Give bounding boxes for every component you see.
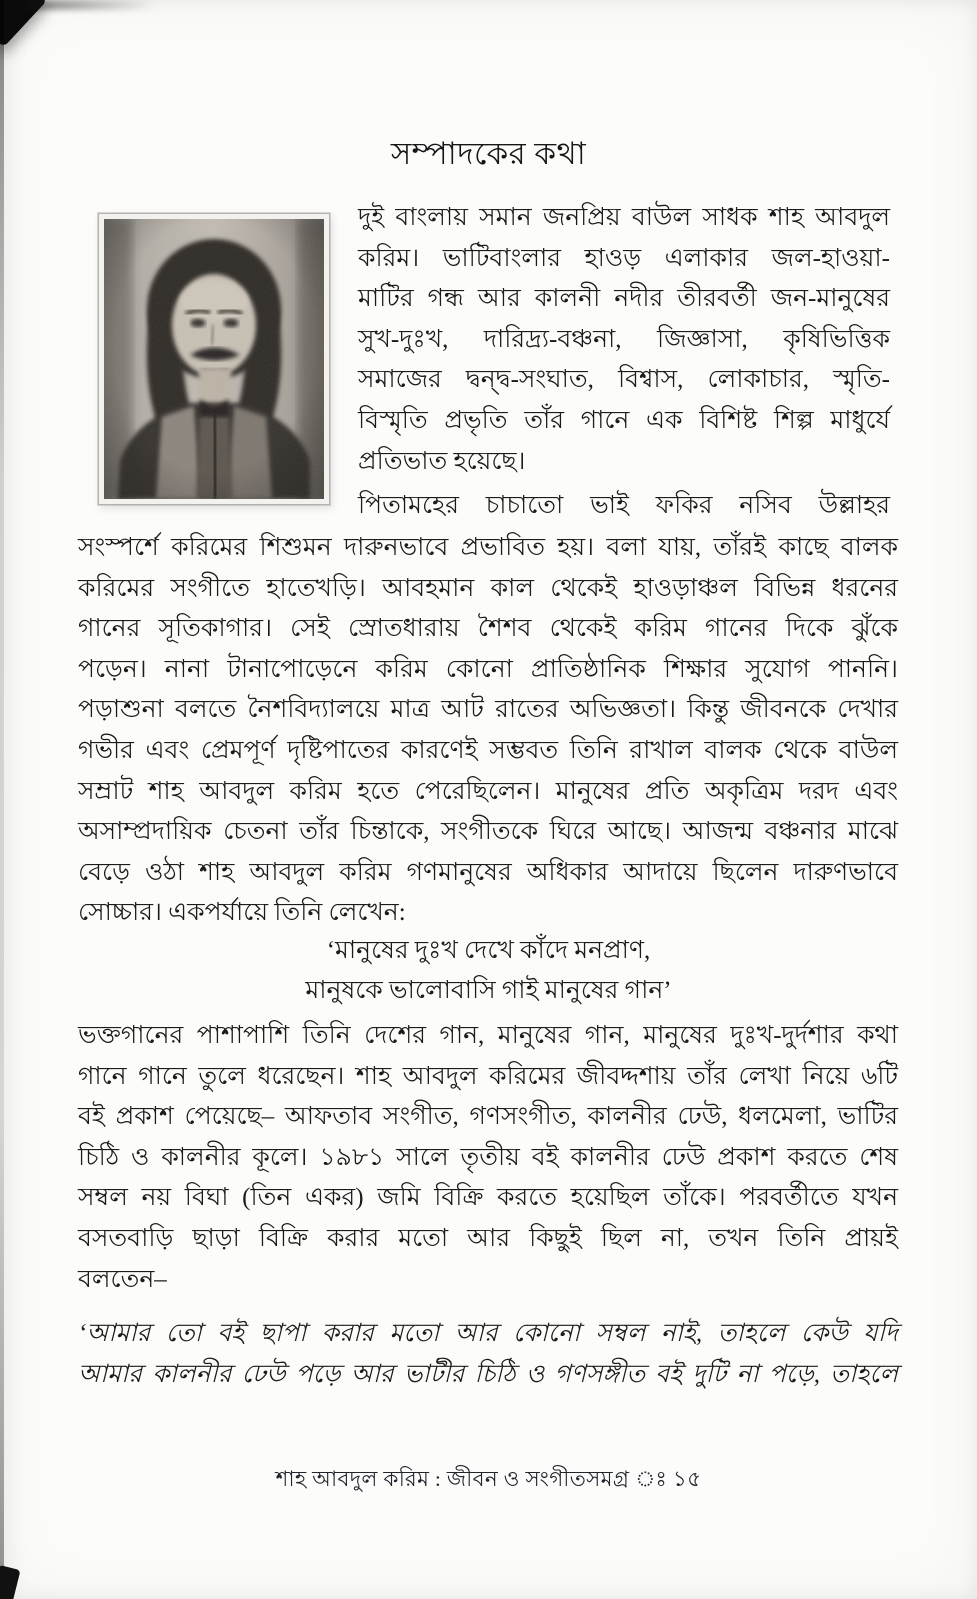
text-line: সম্রাট শাহ আবদুল করিম হতে পেরেছিলেন। মানুষের প্রতি অকৃত্রিম দরদ এবং <box>78 777 898 805</box>
text-line: ‘মানুষের দুঃখ দেখে কাঁদে মনপ্রাণ, <box>326 937 651 964</box>
paragraph-2-lead-line <box>358 486 890 527</box>
text-line: প্রতিভাত হয়েছে। <box>358 447 526 475</box>
text-line: বলতেন– <box>78 1265 167 1293</box>
text-line: মানুষকে ভালোবাসি গাই মানুষের গান’ <box>305 977 672 1004</box>
text-line: গানে গানে তুলে ধরেছেন। শাহ আবদুল করিমের জীবদ্দশায় তাঁর লেখা নিয়ে ৬টি <box>78 1062 898 1090</box>
scan-artifact-left-edge <box>0 0 4 1599</box>
text-line: পড়েন। নানা টানাপোড়েনে করিম কোনো প্রাতিষ্ঠানিক শিক্ষার সুযোগ পাননি। <box>78 655 898 683</box>
scan-artifact-bottom-left <box>0 1565 21 1599</box>
paragraph-3 <box>78 1016 898 1300</box>
portrait-photo <box>98 213 330 505</box>
text-line: করিম। ভাটিবাংলার হাওড় এলাকার জল-হাওয়া- <box>358 244 890 272</box>
text-line: ভক্তগানের পাশাপাশি তিনি দেশের গান, মানুষের গান, মানুষের দুঃখ-দুর্দশার কথা <box>78 1022 898 1049</box>
text-line: অসাম্প্রদায়িক চেতনা তাঁর চিন্তাকে, সংগীতকে ঘিরে আছে। আজন্ম বঞ্চনার মাঝে <box>78 818 898 846</box>
text-line: সোচ্চার। একপর্যায়ে তিনি লেখেন: <box>78 899 406 927</box>
song-quote <box>0 931 977 1011</box>
text-line: ‘আমার তো বই ছাপা করার মতো আর কোনো সম্বল নাই, তাহলে কেউ যদি <box>78 1320 898 1347</box>
text-line: বসতবাড়ি ছাড়া বিক্রি করার মতো আর কিছুই ছিল না, তখন তিনি প্রায়ই <box>78 1224 898 1252</box>
text-line: দুই বাংলায় সমান জনপ্রিয় বাউল সাধক শাহ আবদুল <box>358 204 890 231</box>
text-line: আমার কালনীর ঢেউ পড়ে আর ভাটীর চিঠি ও গণসঙ্গীত বই দুটি না পড়ে, তাহলে <box>78 1360 898 1388</box>
paragraph-4-quote <box>78 1314 898 1395</box>
text-line: সংস্পর্শে করিমের শিশুমন দারুনভাবে প্রভাবিত হয়। বলা যায়, তাঁরই কাছে বালক <box>78 534 898 561</box>
scan-artifact-top-smudge <box>28 0 178 10</box>
text-line: সুখ-দুঃখ, দারিদ্র্য-বঞ্চনা, জিজ্ঞাসা, কৃষিভিত্তিক <box>358 325 890 353</box>
text-line: পিতামহের চাচাতো ভাই ফকির নসিব উল্লাহর <box>358 492 890 519</box>
text-line: গানের সূতিকাগার। সেই স্রোতধারায় শৈশব থেকেই করিম গানের দিকে ঝুঁকে <box>78 615 898 643</box>
text-line: চিঠি ও কালনীর কূলে। ১৯৮১ সালে তৃতীয় বই কালনীর ঢেউ প্রকাশ করতে শেষ <box>78 1143 898 1171</box>
text-line: বই প্রকাশ পেয়েছে– আফতাব সংগীত, গণসংগীত, কালনীর ঢেউ, ধলমেলা, ভাটির <box>78 1103 898 1131</box>
paragraph-2 <box>78 528 898 934</box>
text-line: বেড়ে ওঠা শাহ আবদুল করিম গণমানুষের অধিকার আদায়ে ছিলেন দারুণভাবে <box>78 858 898 886</box>
running-footer: শাহ আবদুল করিম : জীবন ও সংগীতসমগ্র ঃ ১৫ <box>275 1467 702 1491</box>
text-line: গভীর এবং প্রেমপূর্ণ দৃষ্টিপাতের কারণেই সম্ভবত তিনি রাখাল বালক থেকে বাউল <box>78 736 898 764</box>
text-line: বিস্মৃতি প্রভৃতি তাঁর গানে এক বিশিষ্ট শিল্প মাধুর্যে <box>358 406 890 434</box>
text-line: সম্বল নয় বিঘা (তিন একর) জমি বিক্রি করতে হয়েছিল তাঁকে। পরবর্তীতে যখন <box>78 1184 898 1212</box>
text-line: পড়াশুনা বলতে নৈশবিদ্যালয়ে মাত্র আট রাতের অভিজ্ঞতা। কিন্তু জীবনকে দেখার <box>78 696 898 724</box>
text-line: সমাজের দ্বন্দ্ব-সংঘাত, বিশ্বাস, লোকাচার, স্মৃতি- <box>358 366 890 394</box>
portrait-photo-illustration <box>104 219 324 499</box>
text-line: মাটির গন্ধ আর কালনী নদীর তীরবর্তী জন-মানুষের <box>358 285 890 313</box>
page-title: সম্পাদকের কথা <box>390 136 587 171</box>
paragraph-1 <box>358 198 890 482</box>
text-line: করিমের সংগীতে হাতেখড়ি। আবহমান কাল থেকেই হাওড়াঞ্চল বিভিন্ন ধরনের <box>78 574 898 602</box>
